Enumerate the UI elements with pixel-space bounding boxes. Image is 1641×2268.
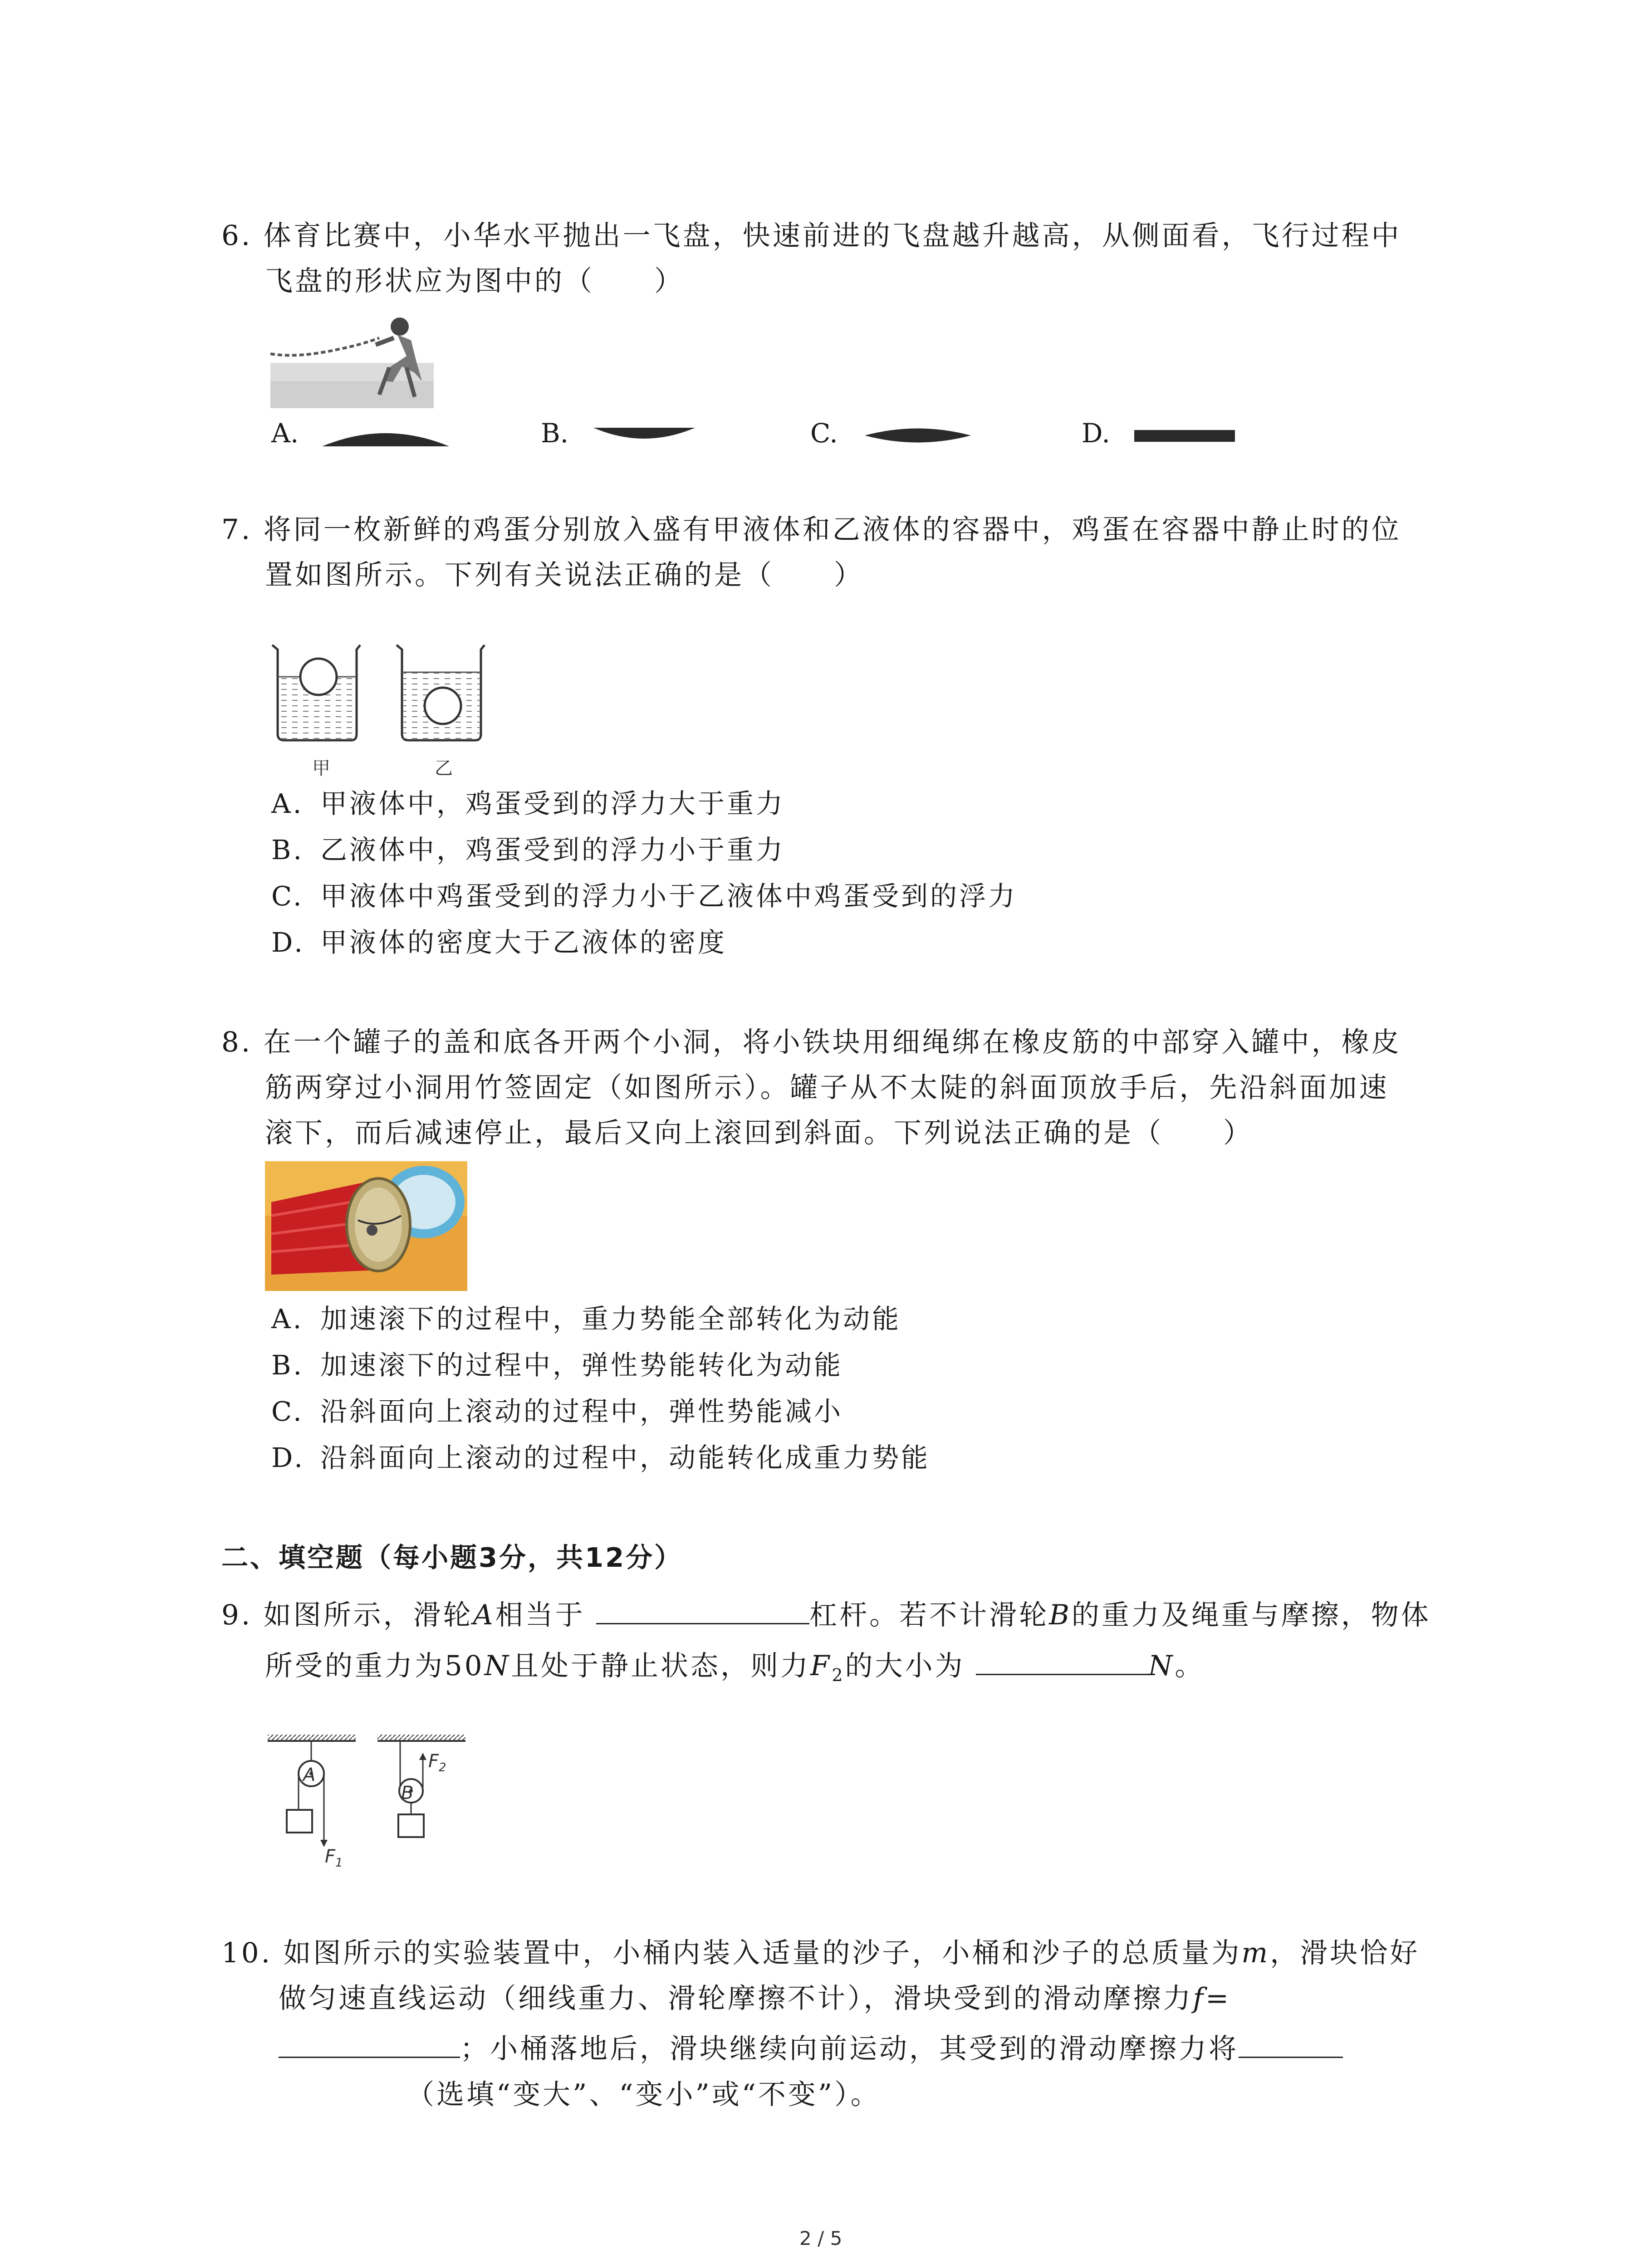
- frisbee-shape-d-flat: [1132, 427, 1237, 445]
- q8-stem-line1: 8. 在一个罐子的盖和底各开两个小洞，将小铁块用细绳绑在橡皮筋的中部穿入罐中，橡皮: [221, 1026, 1401, 1058]
- q10-text: ，滑块恰好: [1270, 1937, 1420, 1969]
- q10-text: ；小桶落地后，滑块继续向前运动，其受到的滑动摩擦力将: [460, 2033, 1239, 2065]
- q9-unit-n: N: [484, 1650, 511, 1682]
- q6-stem-line2: 飞盘的形状应为图中的（ ）: [265, 265, 685, 297]
- option-text: 甲液体中鸡蛋受到的浮力小于乙液体中鸡蛋受到的浮力: [320, 880, 1018, 912]
- q6-stem-line1: 6. 体育比赛中，小华水平抛出一飞盘，快速前进的飞盘越升越高，从侧面看，飞行过程中: [221, 220, 1401, 252]
- q8-option-d: [271, 1435, 930, 1481]
- page-number: 2 / 5: [799, 2227, 843, 2249]
- q7-stem-line2: 置如图所示。下列有关说法正确的是（ ）: [265, 559, 864, 591]
- q10-blank-1[interactable]: [279, 2025, 460, 2058]
- q9-text: 所受的重力为50: [265, 1650, 485, 1682]
- frisbee-shape-b-bowl: [590, 424, 699, 447]
- q9-var-b: B: [1049, 1599, 1072, 1631]
- q7-option-d: [271, 920, 727, 965]
- q7-option-c: [271, 874, 1017, 919]
- rolling-can-photo: [265, 1161, 467, 1291]
- q9-unit-n: N: [1148, 1650, 1175, 1682]
- q10-var-m: m: [1241, 1937, 1270, 1969]
- option-letter: D.: [271, 1442, 305, 1473]
- q7-option-a: [271, 781, 785, 826]
- q9-text: 的大小为: [845, 1650, 965, 1682]
- option-text: 加速滚下的过程中，重力势能全部转化为动能: [320, 1303, 901, 1334]
- q10-var-f: f: [1193, 1982, 1206, 2014]
- q9-text: 杠杆。若不计滑轮: [809, 1599, 1049, 1631]
- q10-blank-2[interactable]: [1239, 2025, 1343, 2058]
- option-letter: B.: [271, 834, 304, 865]
- pulley-a-label: A: [303, 1765, 316, 1785]
- q9-var-a: A: [473, 1599, 495, 1631]
- q8-option-b: [271, 1343, 843, 1388]
- pulley-b-label: B: [401, 1783, 414, 1804]
- q9-stem-line2: [265, 1642, 1205, 1698]
- q10-stem-line3: [279, 2025, 1343, 2072]
- option-text: 加速滚下的过程中，弹性势能转化为动能: [320, 1349, 843, 1381]
- option-letter: D.: [271, 927, 305, 958]
- option-text: 甲液体中，鸡蛋受到的浮力大于重力: [320, 788, 785, 819]
- q6-option-d-label: D.: [1082, 418, 1110, 449]
- q6-option-c-label: C.: [810, 418, 838, 449]
- q7-option-b: [271, 827, 785, 873]
- q9-text: 。: [1175, 1650, 1205, 1682]
- q10-stem-line1: [221, 1931, 1420, 1976]
- q9-text: 的重力及绳重与摩擦，物体: [1071, 1599, 1431, 1631]
- option-letter: C.: [271, 1396, 304, 1427]
- q6-option-a-label: A.: [271, 418, 299, 449]
- section-fill-in-title: 二、填空题（每小题3分，共12分）: [221, 1542, 683, 1573]
- q9-var-f: F: [810, 1650, 832, 1682]
- q8-option-a: [271, 1296, 901, 1342]
- q10-stem-line4: （选填“变大”、“变小”或“不变”）。: [407, 2078, 881, 2111]
- force-f2-letter: F: [428, 1751, 439, 1772]
- force-f1-letter: F: [325, 1846, 336, 1867]
- option-text: 乙液体中，鸡蛋受到的浮力小于重力: [320, 834, 785, 865]
- q10-stem-line2: [279, 1976, 1231, 2021]
- option-text: 沿斜面向上滚动的过程中，弹性势能减小: [320, 1396, 843, 1427]
- q9-var-f-sub: 2: [832, 1665, 845, 1686]
- option-text: 沿斜面向上滚动的过程中，动能转化成重力势能: [320, 1442, 931, 1473]
- beaker-jia-label: 甲: [312, 758, 330, 779]
- frisbee-shape-c-lens: [861, 424, 975, 447]
- force-f2-label: [428, 1751, 446, 1774]
- option-letter: C.: [271, 880, 304, 912]
- option-letter: A.: [271, 1303, 304, 1334]
- q9-text: 且处于静止状态，则力: [511, 1650, 811, 1682]
- q10-text: 做匀速直线运动（细线重力、滑轮摩擦不计），滑块受到的滑动摩擦力: [279, 1982, 1193, 2014]
- pulley-figure: [266, 1733, 502, 1869]
- q9-stem-line1: [221, 1591, 1431, 1638]
- q7-stem-line1: 7. 将同一枚新鲜的鸡蛋分别放入盛有甲液体和乙液体的容器中，鸡蛋在容器中静止时的位: [221, 513, 1401, 546]
- q10-text: 10. 如图所示的实验装置中，小桶内装入适量的沙子，小桶和沙子的总质量为: [221, 1937, 1242, 1969]
- q10-text: =: [1205, 1982, 1231, 2014]
- option-letter: B.: [271, 1349, 304, 1381]
- q9-text: 9. 如图所示，滑轮: [221, 1599, 473, 1631]
- q8-stem-line3: 滚下，而后减速停止，最后又向上滚回到斜面。下列说法正确的是（ ）: [265, 1117, 1254, 1149]
- force-f1-label: [325, 1846, 343, 1870]
- q8-stem-line2: 筋两穿过小洞用竹签固定（如图所示）。罐子从不太陡的斜面顶放手后，先沿斜面加速: [265, 1071, 1389, 1104]
- girl-throwing-frisbee-figure: [270, 313, 434, 408]
- q9-text: 相当于: [495, 1599, 585, 1631]
- force-f1-sub: 1: [335, 1856, 343, 1870]
- q6-option-b-label: B.: [541, 418, 569, 449]
- option-text: 甲液体的密度大于乙液体的密度: [320, 927, 727, 958]
- force-f2-sub: 2: [439, 1761, 446, 1774]
- beaker-yi-label: 乙: [435, 758, 453, 779]
- beakers-egg-figure: [269, 643, 496, 752]
- q9-blank-1[interactable]: [596, 1591, 809, 1624]
- option-letter: A.: [271, 788, 304, 819]
- q8-option-c: [271, 1389, 843, 1434]
- frisbee-shape-a-domed: [318, 421, 454, 448]
- q9-blank-2[interactable]: [976, 1642, 1148, 1675]
